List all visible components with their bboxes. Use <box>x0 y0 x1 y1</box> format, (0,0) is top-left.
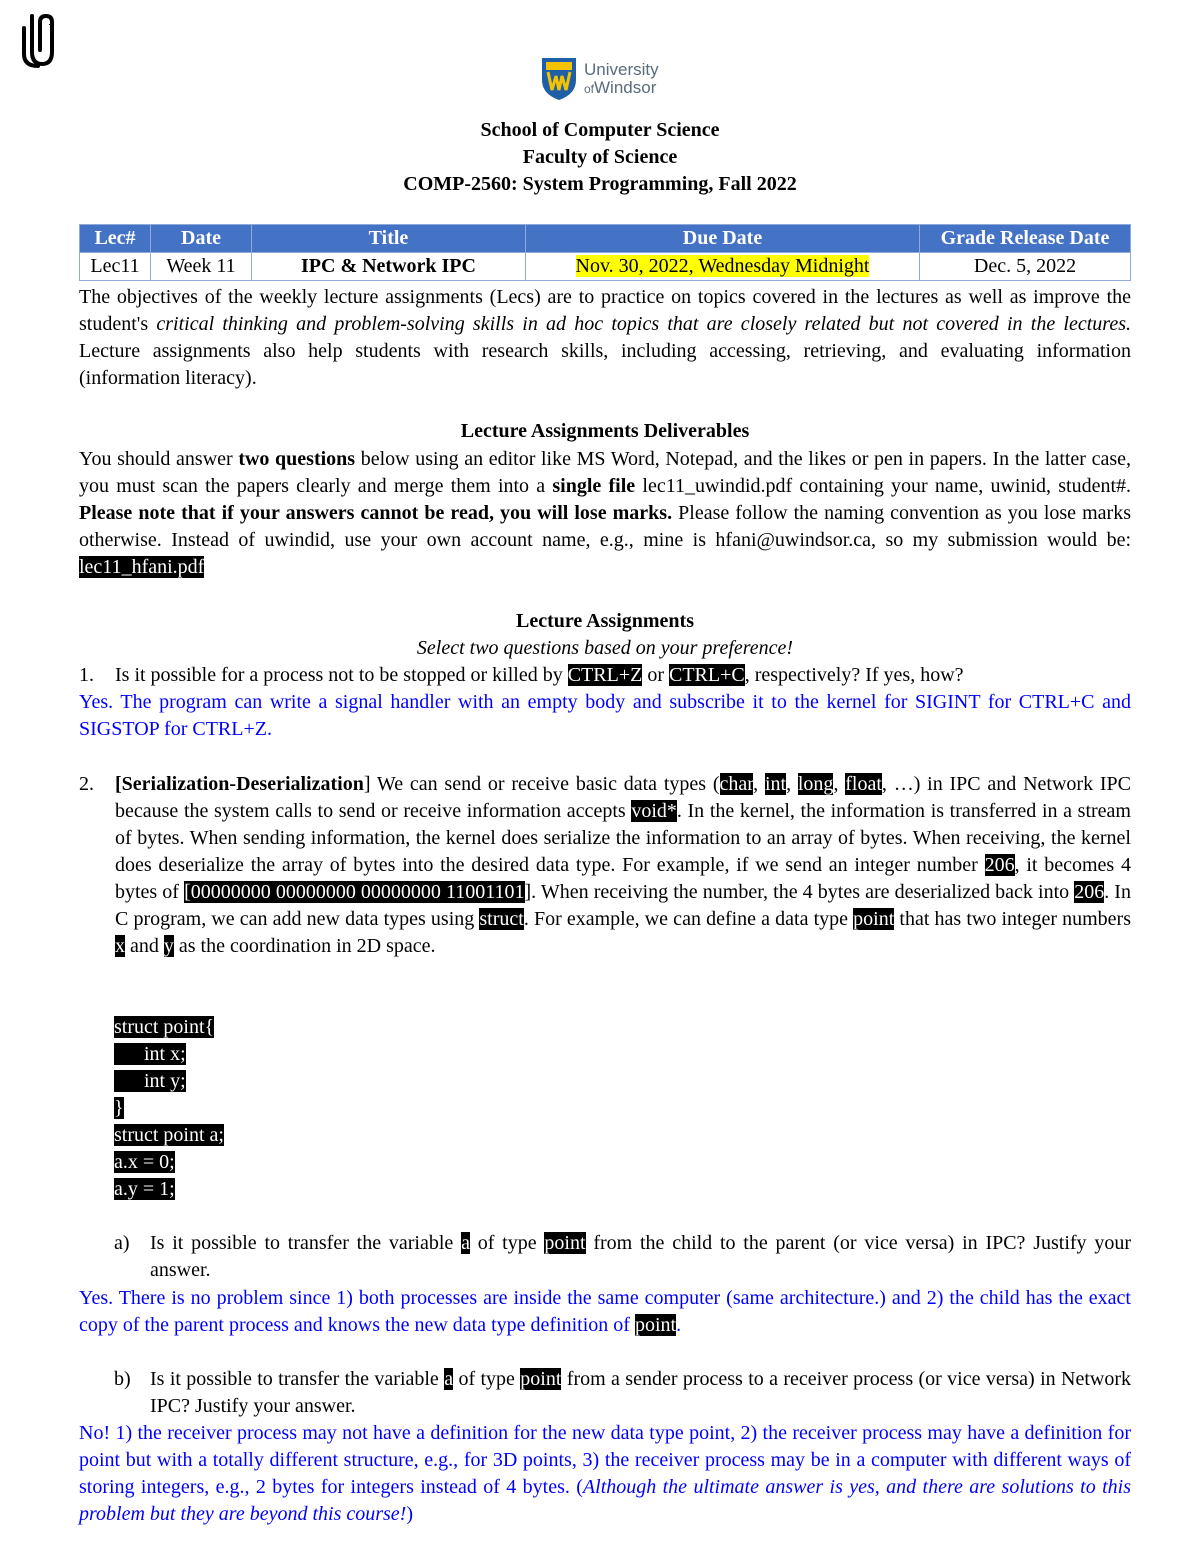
faculty-name: Faculty of Science <box>522 146 678 168</box>
shield-icon <box>540 56 578 102</box>
table-header-row <box>80 225 1131 253</box>
var-a: a <box>444 1368 454 1390</box>
void-pointer: void* <box>631 800 677 822</box>
question-1: 1. Is it possible for a process not to be stopped or killed by CTRL+Z or CTRL+C, respectively? If yes, how? <box>79 662 1131 689</box>
type-point: point <box>634 1314 677 1336</box>
course-title: COMP-2560: System Programming, Fall 2022 <box>403 173 797 195</box>
key-ctrl-c: CTRL+C <box>669 664 745 686</box>
q2b-number: b) <box>114 1368 131 1390</box>
type-float: float <box>845 773 882 795</box>
number-206: 206 <box>984 854 1015 876</box>
number-206-back: 206 <box>1074 881 1105 903</box>
byte-array: [00000000 00000000 00000000 11001101 <box>184 881 525 903</box>
question-2b: b) Is it possible to transfer the variable a of type point from a sender process to a receiver process (or vice versa) in Network IPC? Justify your answer. <box>114 1368 1131 1417</box>
deliverables-paragraph: You should answer two questions below using an editor like MS Word, Notepad, and the likes or pen in papers. In the latter case, you must scan the papers clearly and merge them into a single file lec11_uwindid.pdf containing your name, uwinid, student#. Please note that if your answers cannot be read, you will lose marks. Please follow the naming convention as you lose marks otherwise. Instead of uwindid, use your own account name, e.g., mine is hfani@uwindsor.ca, so my submission would be: lec11_hfani.pdf <box>79 448 1132 578</box>
type-int: int <box>764 773 787 795</box>
cell-date: Week 11 <box>151 253 252 281</box>
q2-number: 2. <box>79 773 94 795</box>
page-number: 1 <box>48 14 55 28</box>
type-long: long <box>797 773 834 795</box>
cell-lec: Lec11 <box>80 253 151 281</box>
paperclip-icon <box>18 12 62 68</box>
type-point: point <box>853 908 895 930</box>
deliverables-title: Lecture Assignments Deliverables <box>460 420 750 442</box>
type-point: point <box>544 1232 586 1254</box>
col-title: Title <box>252 225 526 253</box>
q1-number: 1. <box>79 664 94 686</box>
var-a: a <box>461 1232 470 1254</box>
cell-due-date <box>526 253 920 281</box>
col-due-date: Due Date <box>526 225 920 253</box>
logo-line2: Windsor <box>594 77 657 97</box>
logo-line1: University <box>584 59 659 79</box>
assignments-title: Lecture Assignments <box>516 610 694 632</box>
code-line: } <box>114 1097 124 1119</box>
code-line: int y; <box>114 1070 186 1092</box>
q2a-answer: Yes. There is no problem since 1) both processes are inside the same computer (same architecture.) and 2) the child has the exact copy of the parent process and knows the new data type definition of point. <box>79 1287 1131 1336</box>
logo-of: of <box>584 81 595 96</box>
key-ctrl-z: CTRL+Z <box>567 664 643 686</box>
cell-title: IPC & Network IPC <box>252 253 526 281</box>
school-name: School of Computer Science <box>480 119 720 141</box>
question-2: 2. [Serialization-Deserialization] We can send or receive basic data types (char, int, long, float, …) in IPC and Network IPC because the system calls to send or receive information accepts void*. In the kernel, the information is transferred in a stream of bytes. When sending information, the kernel does serialize the information to an array of bytes. When receiving, the kernel does deserialize the array of bytes into the desired data type. For example, if we send an integer number 206, it becomes 4 bytes of [00000000 00000000 00000000 11001101]. When receiving the number, the 4 bytes are deserialized back into 206. In C program, we can add new data types using struct. For example, we can define a data type point that has two integer numbers x and y as the coordination in 2D space. <box>79 773 1131 957</box>
code-line: a.x = 0; <box>114 1151 175 1173</box>
cell-grade-release: Dec. 5, 2022 <box>920 253 1131 281</box>
question-2a: a) Is it possible to transfer the variable a of type point from the child to the parent (or vice versa) in IPC? Justify your answer. <box>114 1232 1132 1281</box>
due-date-highlight: Nov. 30, 2022, Wednesday Midnight <box>575 255 870 277</box>
var-x: x <box>115 935 125 957</box>
code-line: struct point{ <box>114 1016 215 1038</box>
intro-paragraph: The objectives of the weekly lecture assignments (Lecs) are to practice on topics covered in the lectures as well as improve the student's critical thinking and problem-solving skills in ad hoc topics that are closely related but not covered in the lectures. Lecture assignments also help students with research skills, including accessing, retrieving, and evaluating information (information literacy). <box>79 286 1131 389</box>
university-logo <box>540 56 659 102</box>
col-date: Date <box>151 225 252 253</box>
lecture-info-table <box>79 224 1131 281</box>
q1-answer: Yes. The program can write a signal handler with an empty body and subscribe it to the kernel for SIGINT for CTRL+C and SIGSTOP for CTRL+Z. <box>79 691 1131 740</box>
submission-filename: lec11_hfani.pdf <box>79 556 205 578</box>
code-block <box>114 1014 224 1203</box>
type-char: char <box>719 773 754 795</box>
col-lec: Lec# <box>80 225 151 253</box>
table-row <box>80 253 1131 281</box>
q2b-answer: No! 1) the receiver process may not have a definition for the new data type point, 2) the receiver process may have a definition for point but with a totally different structure, e.g., for 3D points, 3) the receiver process may be in a computer with different ways of storing integers, e.g., 2 bytes for integers instead of 4 bytes. (Although the ultimate answer is yes, and there are solutions to this problem but they are beyond this course!) <box>79 1422 1131 1525</box>
code-line: struct point a; <box>114 1124 224 1146</box>
code-line: a.y = 1; <box>114 1178 175 1200</box>
keyword-struct: struct <box>479 908 524 930</box>
var-y: y <box>163 935 174 957</box>
assignments-subtitle: Select two questions based on your preference! <box>416 637 794 659</box>
q2a-number: a) <box>114 1232 130 1254</box>
type-point: point <box>520 1368 562 1390</box>
col-grade-release: Grade Release Date <box>920 225 1131 253</box>
code-line: int x; <box>114 1043 186 1065</box>
